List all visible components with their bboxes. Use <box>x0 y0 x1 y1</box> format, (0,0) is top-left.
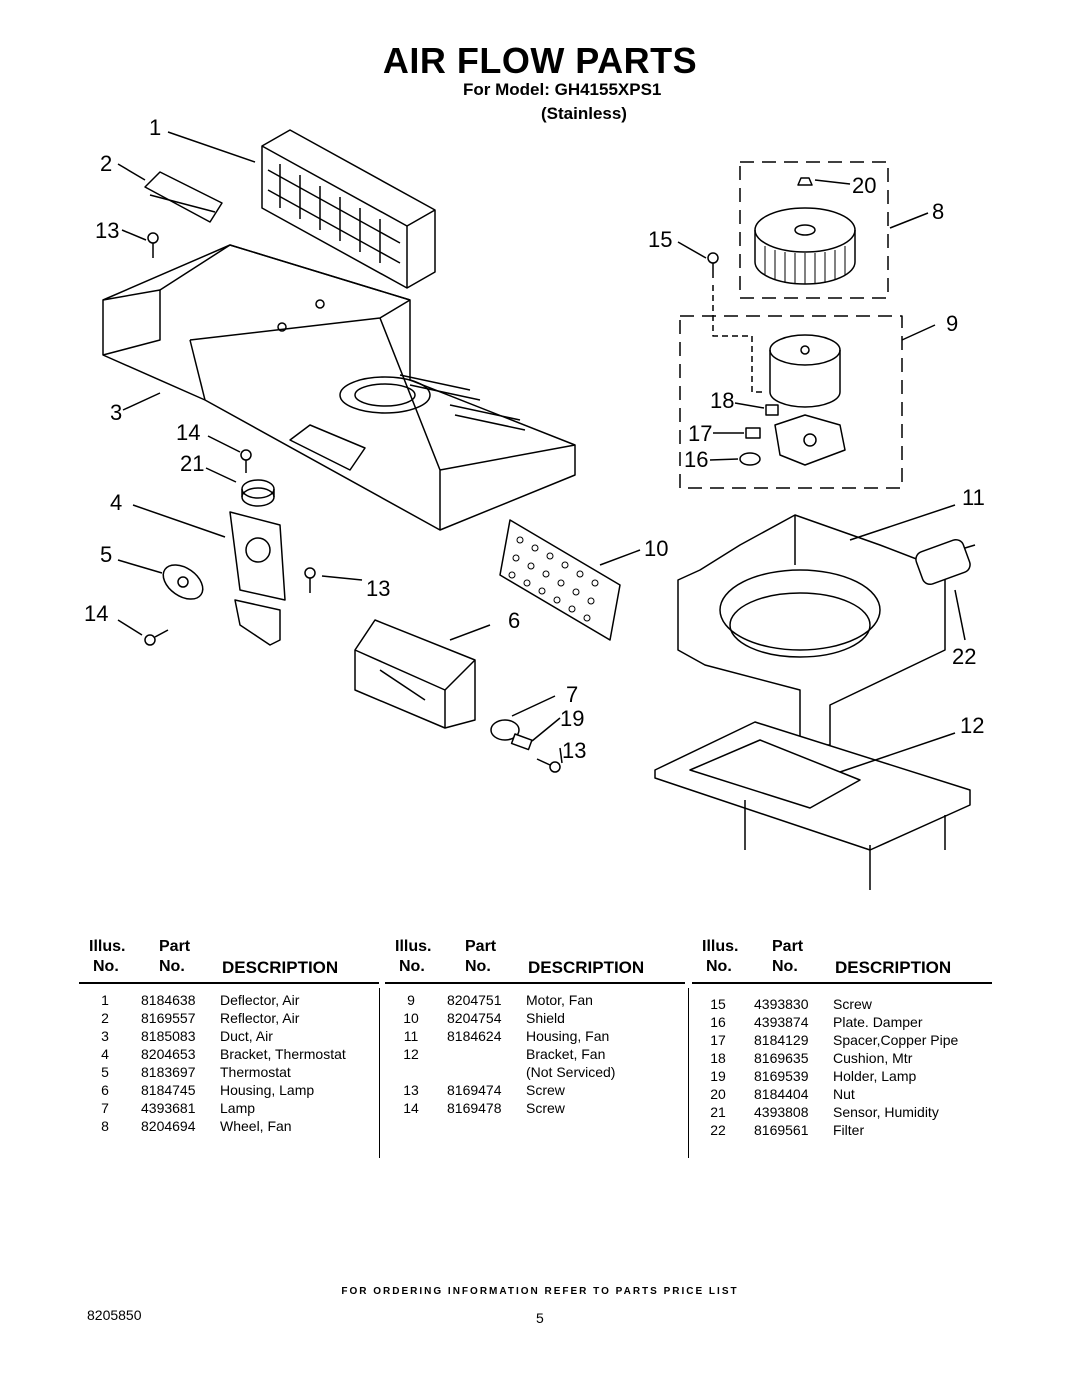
parts-row <box>692 1086 992 1104</box>
thermostat-drawing <box>157 558 209 606</box>
parts-row <box>79 1100 379 1118</box>
illus-number: 18 <box>710 1050 726 1066</box>
model-variant: (Stainless) <box>541 104 627 123</box>
parts-table-3 <box>692 938 992 1140</box>
part-number: 8185083 <box>141 1028 196 1044</box>
part-description: Reflector, Air <box>220 1010 300 1026</box>
lamp-housing-drawing <box>355 620 475 728</box>
part-description: Housing, Lamp <box>220 1082 315 1098</box>
header-part-no: No. <box>772 958 798 975</box>
header-illus-no: No. <box>93 958 119 975</box>
part-description: Deflector, Air <box>220 992 300 1008</box>
part-description: Filter <box>833 1122 865 1138</box>
callout-8: 8 <box>932 199 945 224</box>
part-number: 8169478 <box>447 1100 502 1116</box>
header-illus: Illus. <box>89 938 126 955</box>
part-description: Cushion, Mtr <box>833 1050 913 1066</box>
callout-14: 14 <box>176 420 201 445</box>
callout-4: 4 <box>110 490 123 515</box>
illus-number: 13 <box>403 1082 419 1098</box>
header-part-no: No. <box>465 958 491 975</box>
illus-number: 7 <box>101 1100 109 1116</box>
illus-number: 2 <box>101 1010 109 1026</box>
illus-number: 22 <box>710 1122 726 1138</box>
illus-number: 11 <box>403 1028 419 1044</box>
air-duct-drawing <box>103 245 575 530</box>
part-description: Duct, Air <box>220 1028 273 1044</box>
callout-19: 19 <box>560 706 585 731</box>
callout-5: 5 <box>100 542 113 567</box>
part-description: Nut <box>833 1086 855 1102</box>
parts-row <box>385 1046 685 1064</box>
parts-row <box>692 1104 992 1122</box>
parts-row <box>79 1010 379 1028</box>
document-number: 8205850 <box>87 1307 142 1323</box>
part-description: Lamp <box>220 1100 256 1116</box>
part-description: Screw <box>526 1100 565 1116</box>
header-part-no: No. <box>159 958 185 975</box>
model-line: For Model: GH4155XPS1 <box>463 80 662 99</box>
part-number: 4393808 <box>754 1104 809 1120</box>
callout-9: 9 <box>946 311 959 336</box>
header-illus-no: No. <box>706 958 732 975</box>
parts-rows <box>692 996 992 1140</box>
illus-number: 19 <box>710 1068 726 1084</box>
fan-housing-drawing <box>678 515 945 745</box>
part-description: Wheel, Fan <box>220 1118 292 1134</box>
page-number: 5 <box>536 1310 544 1326</box>
part-number: 8183697 <box>141 1064 196 1080</box>
header-illus: Illus. <box>702 938 739 955</box>
parts-table-2 <box>385 938 685 1118</box>
humidity-sensor-drawing <box>242 480 274 506</box>
illus-number: 17 <box>710 1032 726 1048</box>
illus-number: 3 <box>101 1028 109 1044</box>
parts-row <box>79 992 379 1010</box>
ordering-note: FOR ORDERING INFORMATION REFER TO PARTS PRICE LIST <box>341 1286 739 1297</box>
lamp-drawing <box>491 720 532 750</box>
illus-number: 1 <box>101 992 109 1008</box>
parts-row <box>385 992 685 1010</box>
illus-number: 6 <box>101 1082 109 1098</box>
filter-drawing <box>914 537 975 586</box>
part-number: 8204751 <box>447 992 502 1008</box>
part-number: 8169557 <box>141 1010 196 1026</box>
header-illus-no: No. <box>399 958 425 975</box>
illus-number: 9 <box>407 992 415 1008</box>
diagram-linework <box>103 130 975 890</box>
part-number: 8169474 <box>447 1082 502 1098</box>
parts-row <box>79 1082 379 1100</box>
illus-number: 5 <box>101 1064 109 1080</box>
header-description: DESCRIPTION <box>528 958 645 977</box>
part-number: 8184404 <box>754 1086 809 1102</box>
part-description: Holder, Lamp <box>833 1068 917 1084</box>
part-number: 8184129 <box>754 1032 809 1048</box>
part-number: 8169635 <box>754 1050 809 1066</box>
motor-small-parts-drawing <box>740 405 778 465</box>
callout-21: 21 <box>180 451 205 476</box>
parts-row <box>79 1064 379 1082</box>
parts-row <box>385 1010 685 1028</box>
part-description: Bracket, Thermostat <box>220 1046 346 1062</box>
header-part: Part <box>772 938 804 955</box>
parts-row <box>692 996 992 1014</box>
header-part: Part <box>159 938 191 955</box>
part-description: Motor, Fan <box>526 992 593 1008</box>
callout-18: 18 <box>710 388 735 413</box>
callout-6: 6 <box>508 608 521 633</box>
callout-22: 22 <box>952 644 977 669</box>
illus-number: 4 <box>101 1046 109 1062</box>
illus-number: 15 <box>710 996 726 1012</box>
callout-13c: 13 <box>562 738 587 763</box>
callout-7: 7 <box>566 682 579 707</box>
parts-row <box>385 1028 685 1046</box>
part-description: Plate. Damper <box>833 1014 923 1030</box>
callout-10: 10 <box>644 536 669 561</box>
fan-wheel-drawing <box>755 178 855 284</box>
callout-1: 1 <box>149 115 162 140</box>
parts-row <box>692 1014 992 1032</box>
parts-row <box>385 1100 685 1118</box>
part-description: Sensor, Humidity <box>833 1104 939 1120</box>
parts-row <box>692 1068 992 1086</box>
part-description: Screw <box>833 996 872 1012</box>
part-number: 8204754 <box>447 1010 502 1026</box>
part-description: Screw <box>526 1082 565 1098</box>
part-number: 8169561 <box>754 1122 809 1138</box>
part-description: Spacer,Copper Pipe <box>833 1032 959 1048</box>
parts-rows <box>385 992 685 1118</box>
part-number: 8184745 <box>141 1082 196 1098</box>
fan-bracket-drawing <box>655 722 970 890</box>
part-number: 8184638 <box>141 992 196 1008</box>
air-reflector-drawing <box>145 172 222 222</box>
part-description: Bracket, Fan <box>526 1046 606 1062</box>
header-part: Part <box>465 938 497 955</box>
parts-row <box>385 1082 685 1100</box>
header-description: DESCRIPTION <box>222 958 339 977</box>
illus-number: 10 <box>403 1010 419 1026</box>
part-number: 8169539 <box>754 1068 809 1084</box>
parts-row <box>692 1032 992 1050</box>
part-number: 4393874 <box>754 1014 809 1030</box>
illus-number: 16 <box>710 1014 726 1030</box>
header-description: DESCRIPTION <box>835 958 952 977</box>
illus-number: 8 <box>101 1118 109 1134</box>
parts-row <box>385 1064 685 1082</box>
illus-number: 20 <box>710 1086 726 1102</box>
parts-rows <box>79 992 379 1136</box>
part-description: Thermostat <box>220 1064 291 1080</box>
callout-13: 13 <box>95 218 120 243</box>
thermostat-bracket-drawing <box>230 512 285 645</box>
callout-17: 17 <box>688 421 713 446</box>
part-description: Housing, Fan <box>526 1028 610 1044</box>
parts-table-1 <box>79 938 379 1136</box>
callout-2: 2 <box>100 151 113 176</box>
callout-15: 15 <box>648 227 673 252</box>
callout-11: 11 <box>962 485 985 510</box>
part-number: 8204694 <box>141 1118 196 1134</box>
part-number: 8204653 <box>141 1046 196 1062</box>
column-divider <box>688 988 689 1158</box>
callout-12: 12 <box>960 713 985 738</box>
column-divider <box>379 988 380 1158</box>
parts-row <box>79 1118 379 1136</box>
fan-motor-drawing <box>770 335 845 465</box>
illus-number: 21 <box>710 1104 726 1120</box>
part-number: 8184624 <box>447 1028 502 1044</box>
callout-3: 3 <box>110 400 123 425</box>
illus-number: 14 <box>403 1100 419 1116</box>
part-number: 4393681 <box>141 1100 196 1116</box>
part-description: Shield <box>526 1010 565 1026</box>
callout-16: 16 <box>684 447 709 472</box>
parts-row <box>692 1122 992 1140</box>
parts-row <box>79 1028 379 1046</box>
parts-row <box>692 1050 992 1068</box>
part-number: 4393830 <box>754 996 809 1012</box>
page-title: AIR FLOW PARTS <box>382 40 698 81</box>
callout-20: 20 <box>852 173 877 198</box>
callout-13b: 13 <box>366 576 391 601</box>
header-illus: Illus. <box>395 938 432 955</box>
callout-14b: 14 <box>84 601 109 626</box>
part-description: (Not Serviced) <box>526 1064 616 1080</box>
illus-number: 12 <box>403 1046 419 1062</box>
parts-row <box>79 1046 379 1064</box>
